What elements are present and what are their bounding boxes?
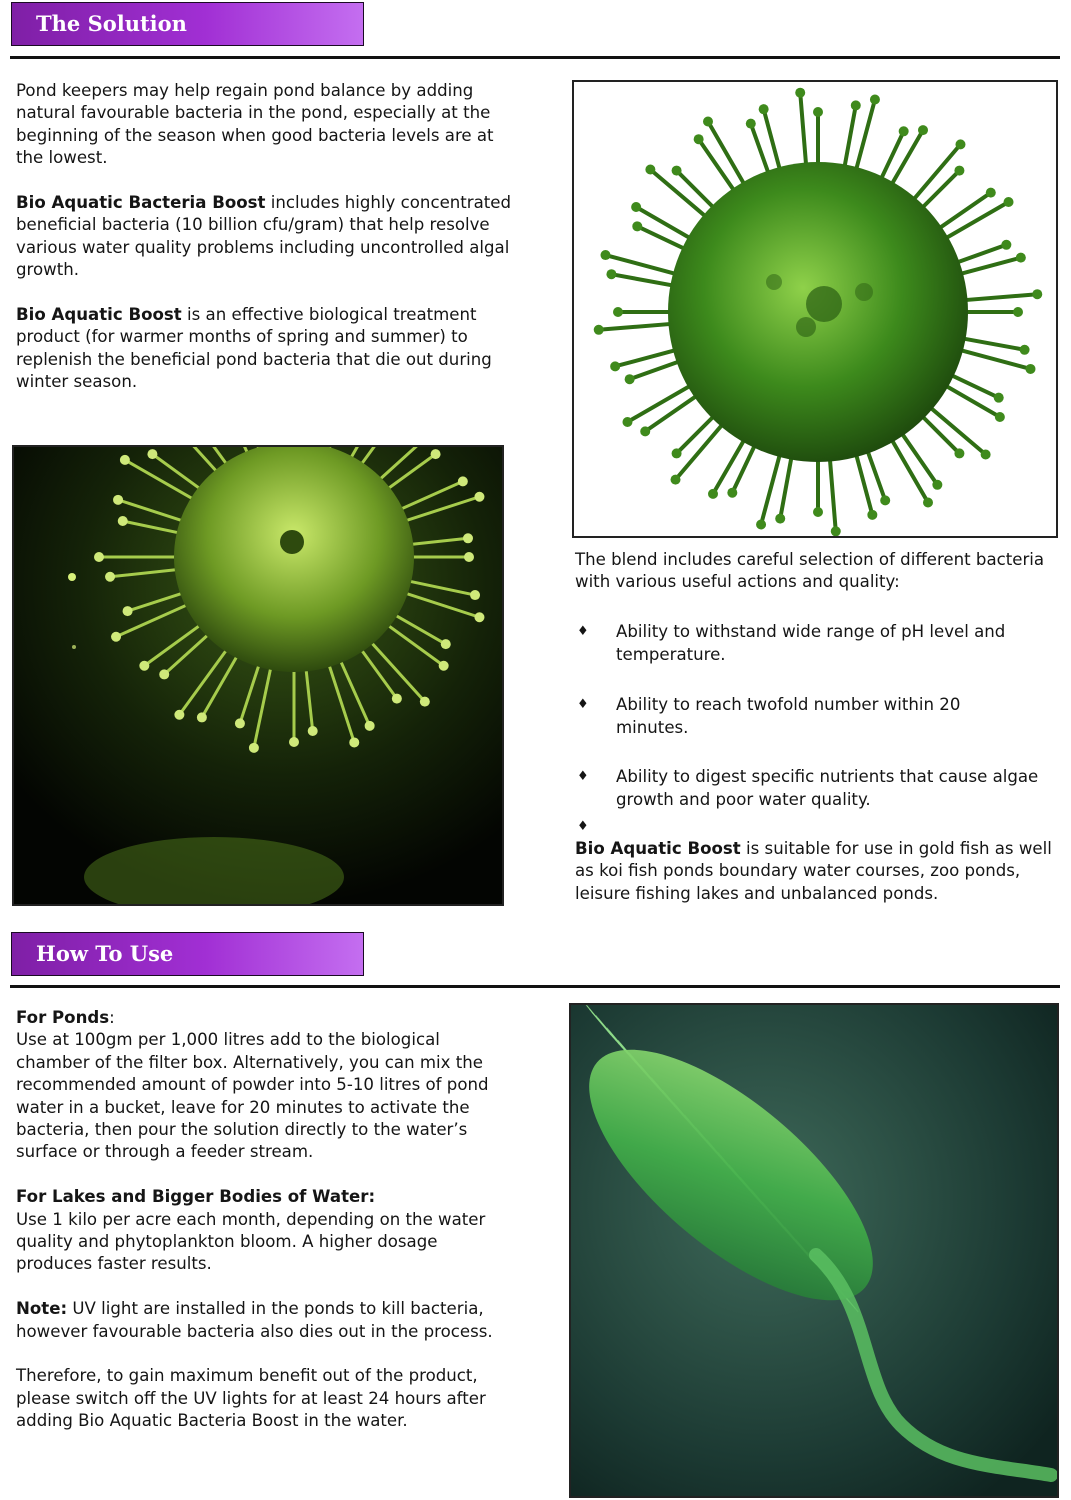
bullet-item-empty bbox=[577, 815, 1047, 837]
glowing-virus-illustration bbox=[14, 447, 502, 904]
suitable-paragraph bbox=[575, 838, 1055, 905]
product-name-bold: Bio Aquatic Boost bbox=[16, 305, 182, 325]
ponds-text: Use at 100gm per 1,000 litres add to the biological chamber of the filter box. Alternatively, you can mix the recommended amount of powder into 5-10 litres of pond water in a bucket, leave for 20 minutes to activate the bacteria, then pour the solution directly to the water’s surface or through a feeder stream. bbox=[16, 1030, 489, 1162]
suitable-text: is suitable for use in gold fish as well as koi fish ponds boundary water courses, zoo ponds, leisure fishing lakes and unbalanced ponds. bbox=[575, 839, 1052, 903]
note-paragraph bbox=[16, 1298, 516, 1343]
blend-intro: The blend includes careful selection of different bacteria with various useful actions and quality: bbox=[575, 550, 1045, 592]
therefore-paragraph: Therefore, to gain maximum benefit out of the product, please switch off the UV lights for at least 24 hours after adding Bio Aquatic Bacteria Boost in the water. bbox=[16, 1366, 486, 1431]
section-heading-solution: The Solution bbox=[11, 2, 364, 46]
product-name-bold: Bio Aquatic Boost bbox=[575, 839, 741, 858]
section-divider bbox=[10, 56, 1060, 59]
lakes-label: For Lakes and Bigger Bodies of Water: bbox=[16, 1187, 376, 1207]
ponds-label: For Ponds bbox=[16, 1008, 110, 1027]
diamond-bullet-icon: ♦ bbox=[577, 697, 589, 712]
diamond-bullet-icon: ♦ bbox=[577, 624, 589, 639]
diamond-bullet-icon: ♦ bbox=[577, 769, 589, 784]
bacterium-image bbox=[569, 1003, 1059, 1498]
bullet-text: Ability to withstand wide range of pH level and temperature. bbox=[616, 622, 1006, 664]
bullet-item bbox=[577, 620, 1047, 668]
bullet-text: Ability to reach twofold number within 20 minutes. bbox=[616, 695, 961, 737]
lakes-paragraph bbox=[16, 1186, 516, 1276]
bacteria-boost-paragraph bbox=[16, 192, 516, 282]
bullet-text: Ability to digest specific nutrients that cause algae growth and poor water quality. bbox=[616, 767, 1039, 809]
product-name-bold: Bio Aquatic Bacteria Boost bbox=[16, 193, 266, 213]
bullet-item bbox=[577, 693, 1047, 741]
aquatic-boost-paragraph bbox=[16, 304, 516, 394]
how-to-use-text-block bbox=[16, 1007, 516, 1455]
virus-image-white bbox=[572, 80, 1058, 538]
solution-text-block bbox=[16, 80, 516, 416]
bacterium-illustration bbox=[571, 1005, 1057, 1496]
lakes-text: Use 1 kilo per acre each month, depending on the water quality and phytoplankton bloom. A higher dosage produces faster results. bbox=[16, 1209, 486, 1274]
ponds-paragraph bbox=[16, 1007, 516, 1164]
intro-paragraph: Pond keepers may help regain pond balance by adding natural favourable bacteria in the pond, especially at the beginning of the season when good bacteria levels are at the lowest. bbox=[16, 81, 494, 168]
diamond-bullet-icon: ♦ bbox=[577, 819, 589, 834]
note-label: Note: bbox=[16, 1299, 68, 1319]
section-divider bbox=[10, 985, 1060, 988]
bacteria-boost-text: includes highly concentrated beneficial bacteria (10 billion cfu/gram) that help resolve various water quality problems including uncontrolled algal growth. bbox=[16, 193, 512, 280]
virus-illustration bbox=[574, 82, 1056, 536]
virus-image-dark bbox=[12, 445, 504, 906]
ponds-colon: : bbox=[109, 1008, 115, 1027]
aquatic-boost-text: is an effective biological treatment product (for warmer months of spring and summer) to replenish the beneficial pond bacteria that die out during winter season. bbox=[16, 305, 492, 392]
bullet-item bbox=[577, 765, 1047, 813]
note-text: UV light are installed in the ponds to kill bacteria, however favourable bacteria also dies out in the process. bbox=[16, 1299, 493, 1341]
section-heading-how-to-use: How To Use bbox=[11, 932, 364, 976]
